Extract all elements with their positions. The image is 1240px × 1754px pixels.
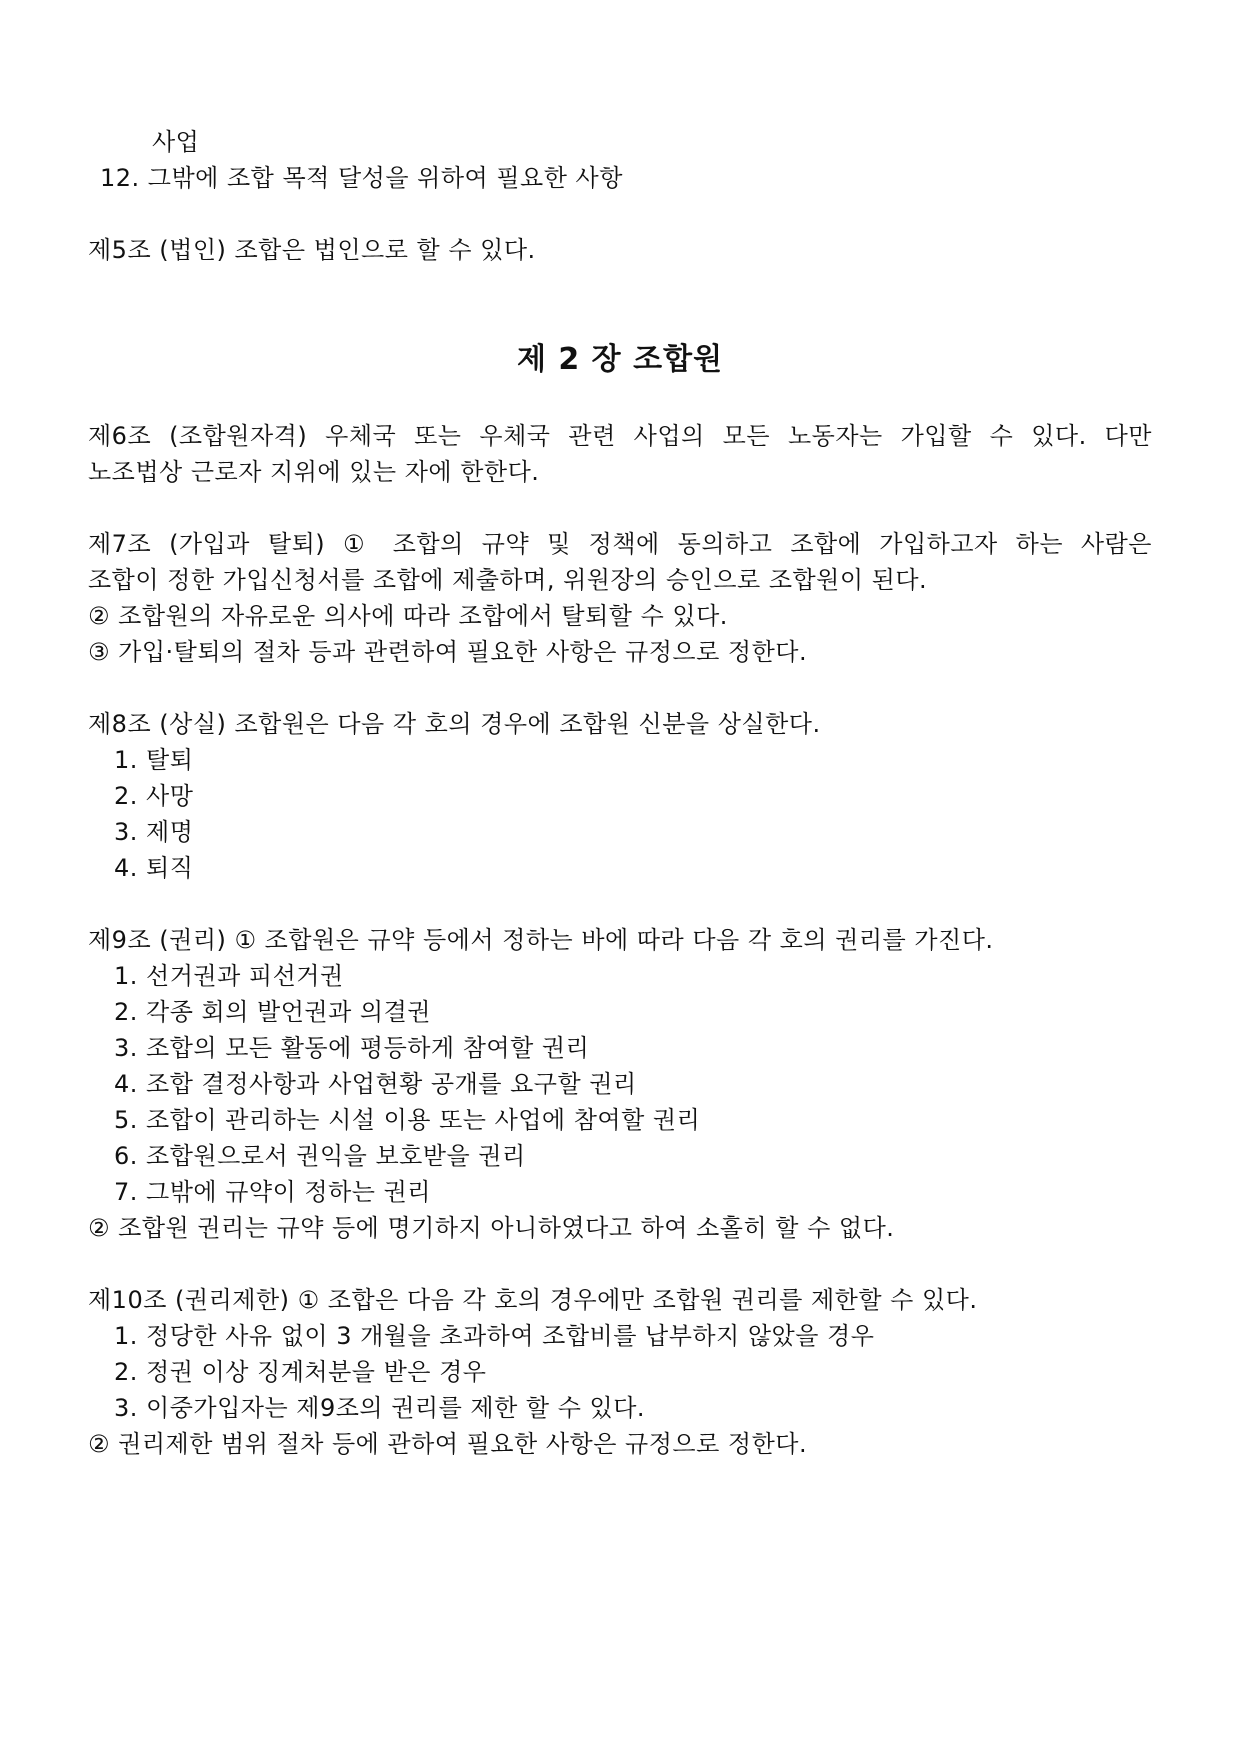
article-8: 제8조 (상실) 조합원은 다음 각 호의 경우에 조합원 신분을 상실한다. bbox=[88, 710, 821, 738]
article-6-line-1: 제6조 (조합원자격) 우체국 또는 우체국 관련 사업의 모든 노동자는 가입할 수 있다. 다만 bbox=[88, 422, 1152, 450]
article-9-item: 2. 각종 회의 발언권과 의결권 bbox=[114, 998, 431, 1026]
article-10-item: 2. 정권 이상 징계처분을 받은 경우 bbox=[114, 1358, 487, 1386]
article-9-item: 4. 조합 결정사항과 사업현황 공개를 요구할 권리 bbox=[114, 1070, 637, 1098]
article-10-item: 3. 이중가입자는 제9조의 권리를 제한 할 수 있다. bbox=[114, 1394, 646, 1422]
article-8-item: 3. 제명 bbox=[114, 818, 194, 846]
article-10-paragraph-2: ② 권리제한 범위 절차 등에 관하여 필요한 사항은 규정으로 정한다. bbox=[88, 1430, 808, 1458]
article-8-item: 2. 사망 bbox=[114, 782, 194, 810]
article-9: 제9조 (권리) ① 조합원은 규약 등에서 정하는 바에 따라 다음 각 호의 권리를 가진다. bbox=[88, 926, 994, 954]
chapter-title: 제 2 장 조합원 bbox=[516, 342, 724, 377]
continuation-text: 사업 bbox=[152, 128, 200, 156]
article4-item-12: 12. 그밖에 조합 목적 달성을 위하여 필요한 사항 bbox=[100, 164, 623, 192]
article-9-item: 1. 선거권과 피선거권 bbox=[114, 962, 344, 990]
article-7-paragraph-2: ② 조합원의 자유로운 의사에 따라 조합에서 탈퇴할 수 있다. bbox=[88, 602, 728, 630]
article-7-paragraph-3: ③ 가입·탈퇴의 절차 등과 관련하여 필요한 사항은 규정으로 정한다. bbox=[88, 638, 808, 666]
article-9-paragraph-2: ② 조합원 권리는 규약 등에 명기하지 아니하였다고 하여 소홀히 할 수 없다. bbox=[88, 1214, 895, 1242]
article-9-item: 7. 그밖에 규약이 정하는 권리 bbox=[114, 1178, 431, 1206]
article-9-item: 3. 조합의 모든 활동에 평등하게 참여할 권리 bbox=[114, 1034, 590, 1062]
article-10: 제10조 (권리제한) ① 조합은 다음 각 호의 경우에만 조합원 권리를 제한할 수 있다. bbox=[88, 1286, 978, 1314]
article-8-item: 1. 탈퇴 bbox=[114, 746, 194, 774]
article-7-line-1: 제7조 (가입과 탈퇴) ① 조합의 규약 및 정책에 동의하고 조합에 가입하고자 하는 사람은 bbox=[88, 530, 1152, 558]
article-8-item: 4. 퇴직 bbox=[114, 854, 194, 882]
article-10-item: 1. 정당한 사유 없이 3 개월을 초과하여 조합비를 납부하지 않았을 경우 bbox=[114, 1322, 875, 1350]
article-7-line-2: 조합이 정한 가입신청서를 조합에 제출하며, 위원장의 승인으로 조합원이 된다. bbox=[88, 566, 928, 594]
article-6-line-2: 노조법상 근로자 지위에 있는 자에 한한다. bbox=[88, 458, 540, 486]
article-9-item: 6. 조합원으로서 권익을 보호받을 권리 bbox=[114, 1142, 526, 1170]
article-9-item: 5. 조합이 관리하는 시설 이용 또는 사업에 참여할 권리 bbox=[114, 1106, 701, 1134]
article-5: 제5조 (법인) 조합은 법인으로 할 수 있다. bbox=[88, 236, 536, 264]
